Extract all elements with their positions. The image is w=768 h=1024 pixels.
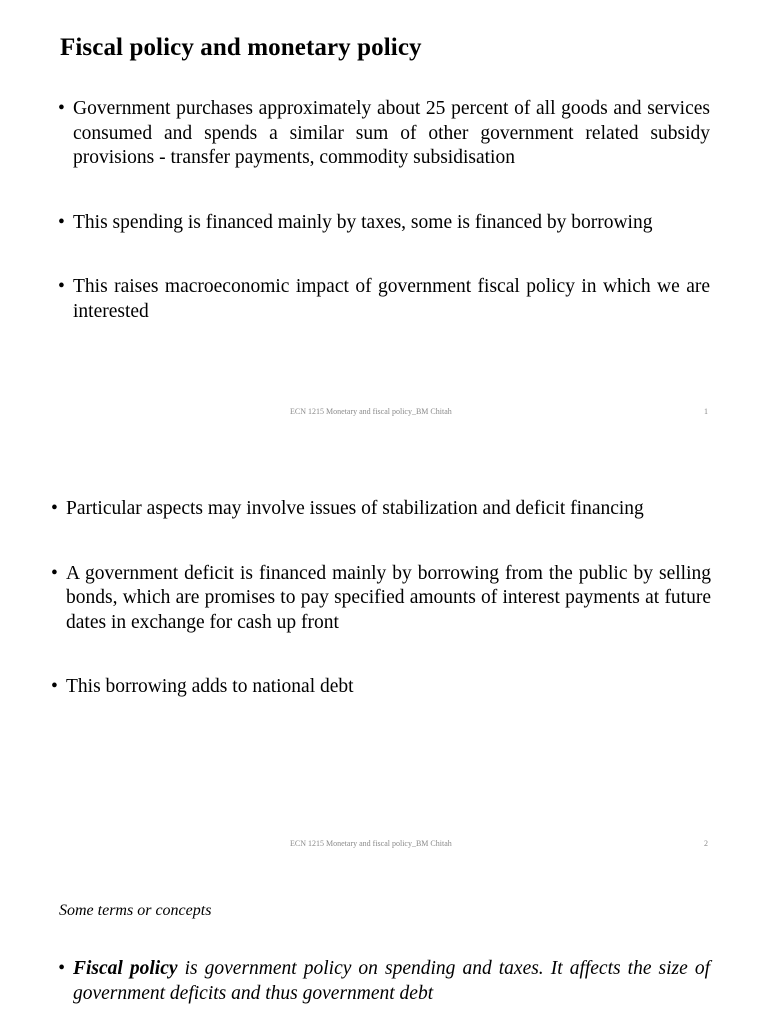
bullet-item [51, 562, 711, 636]
slide-1 [0, 0, 768, 432]
bullet-icon: • [58, 276, 65, 297]
slide-2 [0, 432, 768, 864]
slide-footer: ECN 1215 Monetary and fiscal policy_BM Chitah [290, 407, 452, 416]
slide-footer: ECN 1215 Monetary and fiscal policy_BM Chitah [290, 839, 452, 848]
bullet-list [51, 497, 711, 700]
bullet-text: Government purchases approximately about 25 percent of all goods and services consumed and spends a similar sum of other government related subsidy provisions - transfer payments, commodity subsidisation [73, 98, 710, 168]
bullet-icon: • [51, 676, 58, 697]
term-definition: is government policy on spending and taxes. It affects the size of government deficits and thus government debt [73, 958, 710, 1004]
bullet-list [58, 97, 710, 324]
bullet-item [58, 275, 710, 324]
bullet-item [51, 497, 711, 522]
bullet-item [51, 675, 711, 700]
bullet-text: This raises macroeconomic impact of government fiscal policy in which we are interested [73, 276, 710, 322]
bullet-icon: • [58, 958, 65, 979]
bullet-text: A government deficit is financed mainly by borrowing from the public by selling bonds, which are promises to pay specified amounts of interest payments at future dates in exchange for cash up front [66, 562, 711, 633]
bullet-icon: • [58, 98, 65, 119]
bullet-item [58, 211, 710, 236]
bullet-icon: • [58, 211, 65, 233]
bullet-icon: • [51, 562, 58, 584]
bullet-icon: • [51, 498, 58, 519]
page-number: 2 [704, 839, 708, 848]
term-name: Fiscal policy [73, 958, 178, 979]
page-number: 1 [704, 407, 708, 416]
slide-title: Fiscal policy and monetary policy [60, 34, 422, 61]
bullet-item [58, 957, 710, 1006]
slide-3 [0, 864, 768, 1024]
bullet-text: Particular aspects may involve issues of stabilization and deficit financing [66, 498, 644, 519]
bullet-text: This borrowing adds to national debt [66, 676, 354, 697]
bullet-text: This spending is financed mainly by taxes, some is financed by borrowing [73, 211, 653, 233]
bullet-list [58, 957, 710, 1006]
bullet-item [58, 97, 710, 171]
section-heading: Some terms or concepts [59, 902, 212, 919]
